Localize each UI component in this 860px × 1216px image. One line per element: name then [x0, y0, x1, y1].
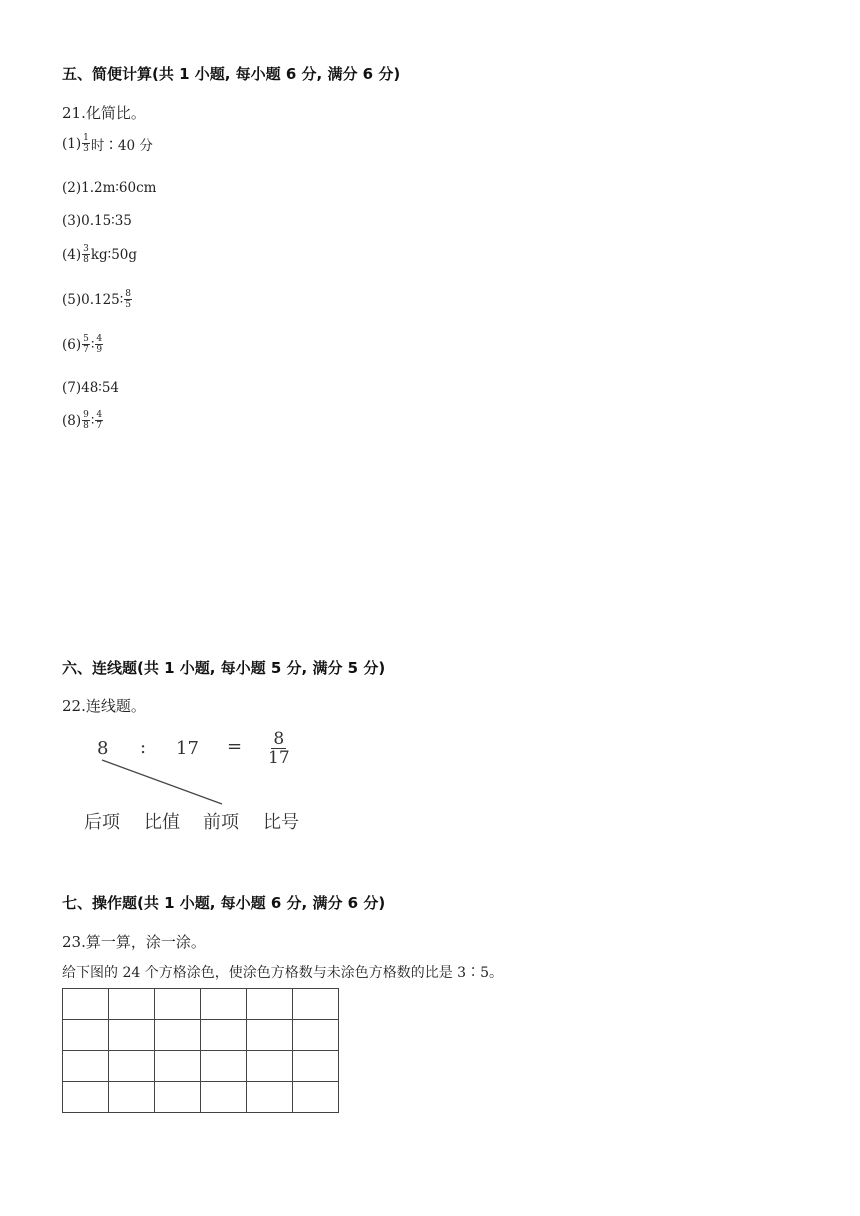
item-label: (2) [62, 180, 82, 196]
grid-cell[interactable] [201, 1082, 247, 1113]
grid-row [63, 1082, 339, 1113]
fraction-numerator: 3 [83, 244, 89, 254]
fraction [82, 334, 90, 355]
fraction-denominator: 7 [96, 421, 103, 431]
grid-cell[interactable] [247, 989, 293, 1020]
item-label: (7) [62, 380, 82, 396]
item-label: (3) [62, 213, 82, 229]
fraction-numerator: 5 [83, 334, 89, 344]
fraction-denominator: 8 [83, 255, 89, 265]
item-text: 0.125∶ [81, 291, 124, 308]
matching-diagram [80, 728, 320, 838]
grid-cell[interactable] [155, 1020, 201, 1051]
ratio-back-term: 17 [176, 738, 199, 759]
grid-cell[interactable] [293, 989, 339, 1020]
item-5 [62, 289, 133, 310]
grid-cell[interactable] [155, 989, 201, 1020]
fraction [82, 133, 90, 154]
fraction [124, 289, 132, 310]
item-label: (5) [62, 291, 82, 308]
fraction [95, 334, 103, 355]
section-heading-7: 七、操作题(共 1 小题, 每小题 6 分, 满分 6 分) [62, 894, 386, 912]
grid-cell[interactable] [247, 1051, 293, 1082]
fraction-denominator: 3 [83, 144, 89, 154]
item-text: 0.15∶35 [81, 213, 132, 229]
item-label: (8) [62, 412, 82, 429]
fraction-numerator: 8 [273, 729, 285, 749]
grid-cell[interactable] [63, 989, 109, 1020]
item-4 [62, 244, 137, 265]
grid-cell[interactable] [109, 989, 155, 1020]
label-front-term[interactable]: 前项 [203, 812, 239, 833]
section-heading-6: 六、连线题(共 1 小题, 每小题 5 分, 满分 5 分) [62, 659, 386, 677]
ratio-sign: ∶ [90, 336, 95, 353]
grid-cell[interactable] [63, 1082, 109, 1113]
grid-cell[interactable] [63, 1020, 109, 1051]
fraction-numerator: 4 [96, 334, 103, 344]
fraction [95, 410, 103, 431]
coloring-grid [62, 988, 339, 1113]
item-text: 48∶54 [81, 380, 119, 396]
grid-cell[interactable] [293, 1082, 339, 1113]
item-label: (1) [62, 135, 82, 152]
item-7 [62, 380, 119, 396]
fraction-denominator: 17 [268, 748, 290, 768]
item-text: 时∶40 分 [90, 137, 153, 154]
item-3 [62, 213, 132, 229]
grid-cell[interactable] [293, 1020, 339, 1051]
label-ratio-value[interactable]: 比值 [144, 812, 180, 833]
label-ratio-sign[interactable]: 比号 [263, 812, 299, 833]
label-back-term[interactable]: 后项 [84, 812, 120, 833]
fraction-denominator: 5 [125, 300, 132, 310]
ratio-sign: ∶ [90, 412, 95, 429]
ratio-colon: : [140, 737, 147, 758]
grid-row [63, 1051, 339, 1082]
question-21-title: 21.化简比。 [62, 104, 146, 122]
question-23-instruction: 给下图的 24 个方格涂色，使涂色方格数与未涂色方格数的比是 3∶5。 [62, 965, 503, 981]
section-heading-5: 五、简便计算(共 1 小题, 每小题 6 分, 满分 6 分) [62, 65, 401, 83]
grid-cell[interactable] [201, 1020, 247, 1051]
item-label: (4) [62, 246, 82, 263]
fraction-numerator: 4 [96, 410, 103, 420]
grid-cell[interactable] [247, 1020, 293, 1051]
fraction-numerator: 1 [83, 133, 89, 143]
item-1 [62, 133, 153, 154]
fraction-numerator: 9 [83, 410, 89, 420]
fraction-denominator: 7 [83, 345, 89, 355]
fraction-denominator: 9 [96, 345, 103, 355]
ratio-front-term: 8 [97, 738, 109, 759]
item-label: (6) [62, 336, 82, 353]
grid-cell[interactable] [155, 1082, 201, 1113]
grid-cell[interactable] [63, 1051, 109, 1082]
grid-cell[interactable] [109, 1082, 155, 1113]
grid-cell[interactable] [247, 1082, 293, 1113]
item-8 [62, 410, 104, 431]
item-6 [62, 334, 104, 355]
question-22-title: 22.连线题。 [62, 697, 146, 715]
equals-sign: = [227, 736, 243, 757]
grid-row [63, 989, 339, 1020]
grid-cell[interactable] [109, 1051, 155, 1082]
question-23-title: 23.算一算，涂一涂。 [62, 933, 206, 951]
grid-cell[interactable] [201, 1051, 247, 1082]
item-text: kg∶50g [90, 246, 138, 263]
fraction [82, 244, 90, 265]
grid-cell[interactable] [201, 989, 247, 1020]
fraction-numerator: 8 [125, 289, 132, 299]
fraction-denominator: 8 [83, 421, 89, 431]
grid-cell[interactable] [293, 1051, 339, 1082]
grid-cell[interactable] [109, 1020, 155, 1051]
grid-row [63, 1020, 339, 1051]
fraction [82, 410, 90, 431]
item-text: 1.2m∶60cm [81, 180, 157, 196]
grid-cell[interactable] [155, 1051, 201, 1082]
item-2 [62, 180, 156, 196]
